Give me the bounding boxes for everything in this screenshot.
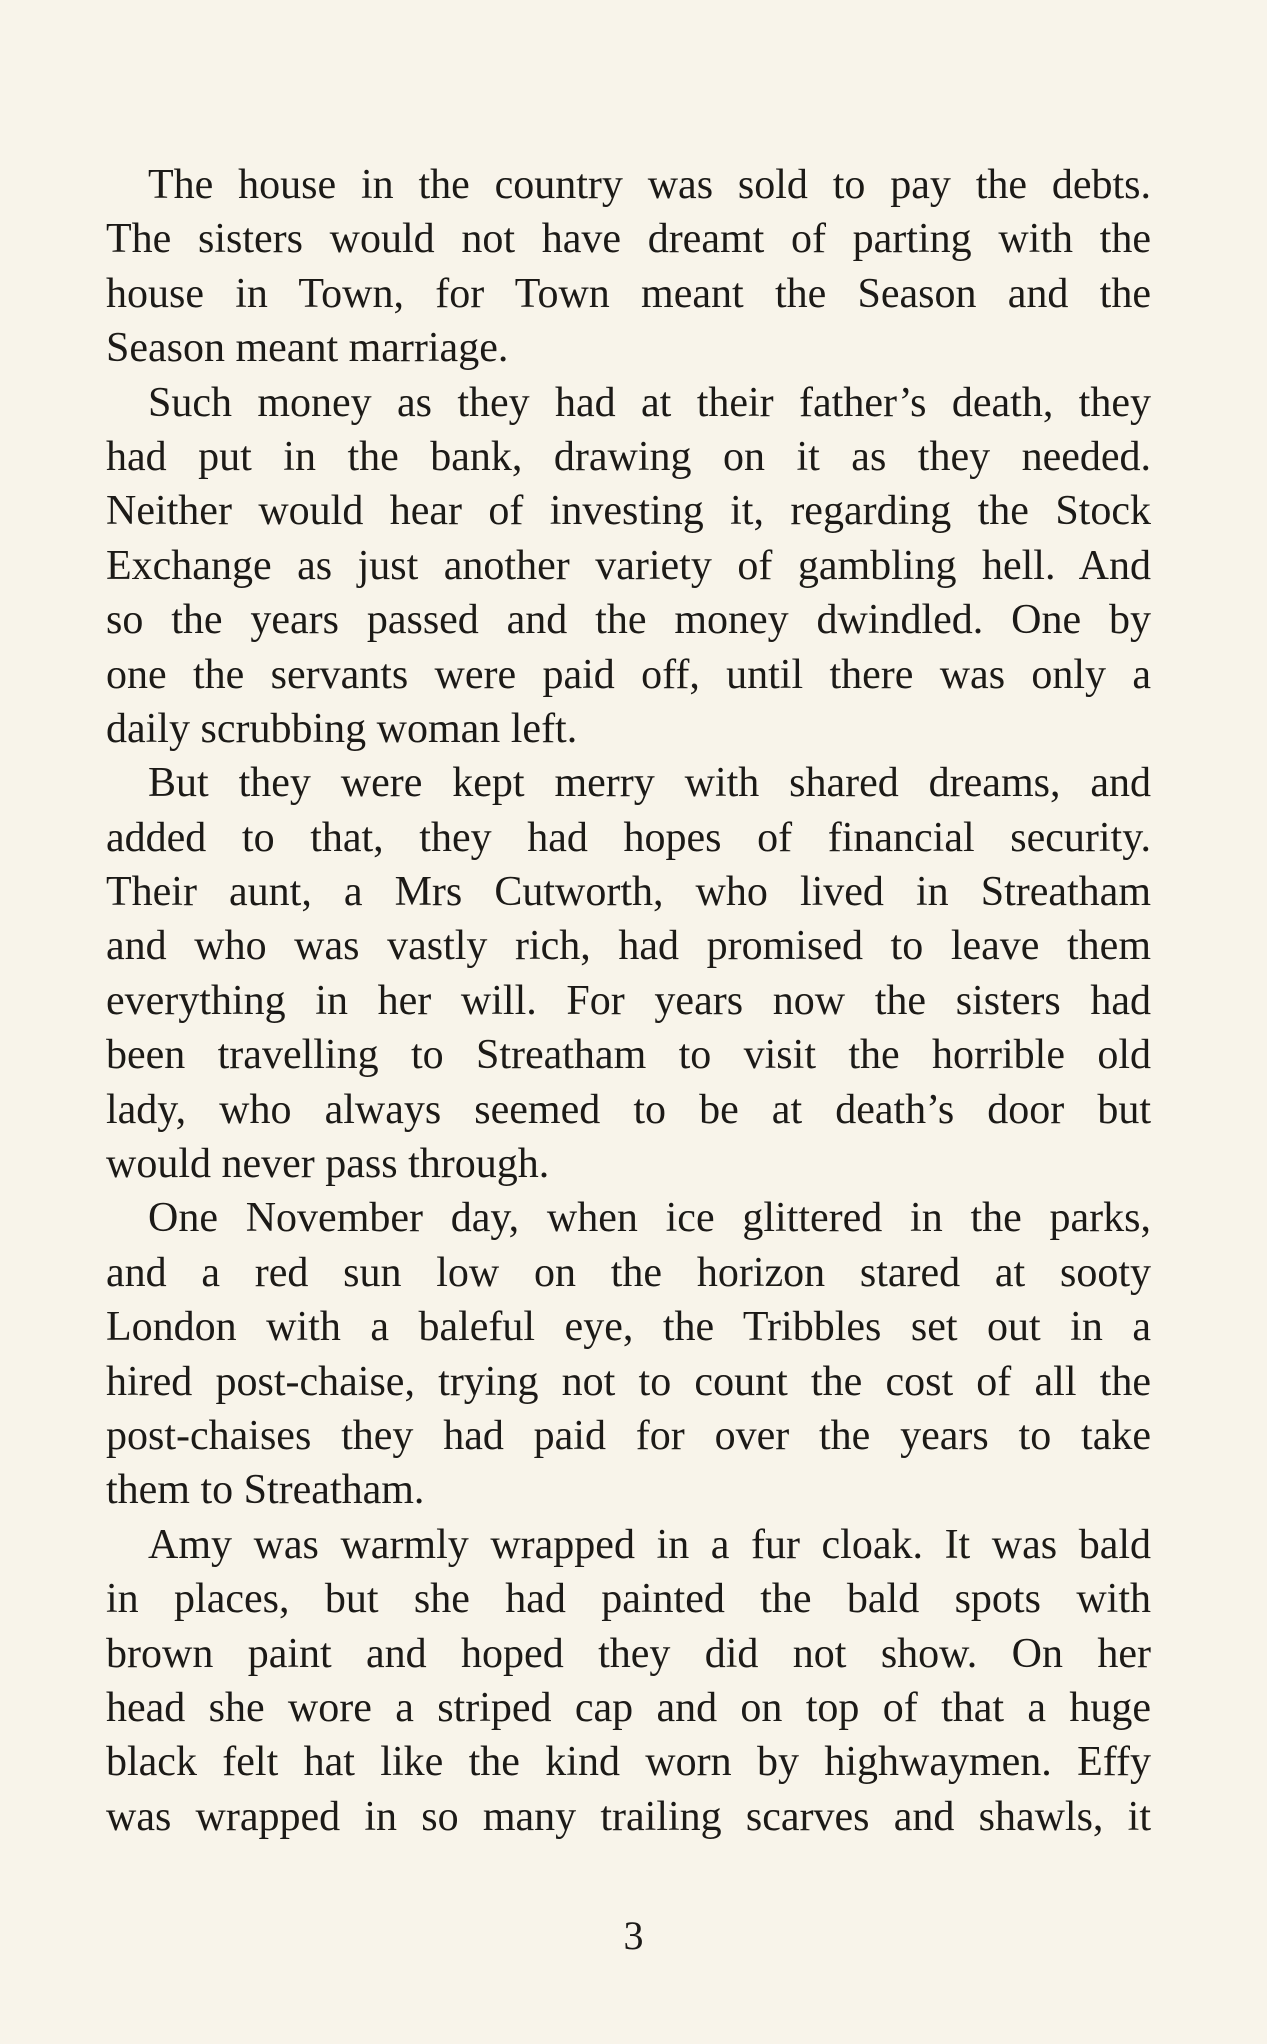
text-line: would never pass through. <box>106 1141 550 1188</box>
text-line: them to Streatham. <box>106 1467 425 1514</box>
text-line: Their aunt, a Mrs Cutworth, who lived in Streatham <box>106 869 1151 916</box>
text-line: in places, but she had painted the bald spots with <box>106 1576 1151 1623</box>
text-line: so the years passed and the money dwindled. One by <box>106 597 1151 644</box>
text-line: been travelling to Streatham to visit the horrible old <box>106 1032 1151 1079</box>
text-line: daily scrubbing woman left. <box>106 705 578 752</box>
text-line: added to that, they had hopes of financial security. <box>106 814 1151 861</box>
text-line: hired post-chaise, trying not to count the cost of all the <box>106 1358 1151 1405</box>
text-line: and who was vastly rich, had promised to leave them <box>106 923 1151 970</box>
text-line: and a red sun low on the horizon stared at sooty <box>106 1249 1151 1296</box>
text-line: Neither would hear of investing it, regarding the Stock <box>106 488 1151 535</box>
text-line: Exchange as just another variety of gambling hell. And <box>106 542 1151 589</box>
text-line: The sisters would not have dreamt of parting with the <box>106 216 1151 263</box>
body-text <box>106 158 1151 1844</box>
text-line: house in Town, for Town meant the Season and the <box>106 270 1151 317</box>
text-line: everything in her will. For years now the sisters had <box>106 977 1151 1024</box>
text-line: black felt hat like the kind worn by highwaymen. Effy <box>106 1739 1151 1786</box>
text-line: But they were kept merry with shared dreams, and <box>148 760 1151 807</box>
text-line: Amy was warmly wrapped in a fur cloak. It was bald <box>148 1521 1151 1568</box>
text-line: Such money as they had at their father’s death, they <box>148 379 1151 426</box>
text-line: one the servants were paid off, until there was only a <box>106 651 1151 698</box>
text-line: The house in the country was sold to pay the debts. <box>148 162 1151 208</box>
text-line: post-chaises they had paid for over the years to take <box>106 1412 1151 1459</box>
text-line: Season meant marriage. <box>106 325 509 372</box>
text-line: London with a baleful eye, the Tribbles set out in a <box>106 1304 1151 1351</box>
text-line: brown paint and hoped they did not show. On her <box>106 1630 1151 1677</box>
text-line: lady, who always seemed to be at death’s door but <box>106 1086 1151 1133</box>
text-line: had put in the bank, drawing on it as they needed. <box>106 433 1151 480</box>
page-number: 3 <box>623 1913 644 1958</box>
text-line: was wrapped in so many trailing scarves and shawls, it <box>106 1793 1151 1840</box>
text-line: One November day, when ice glittered in the parks, <box>148 1195 1151 1242</box>
text-line: head she wore a striped cap and on top of that a huge <box>106 1684 1151 1731</box>
